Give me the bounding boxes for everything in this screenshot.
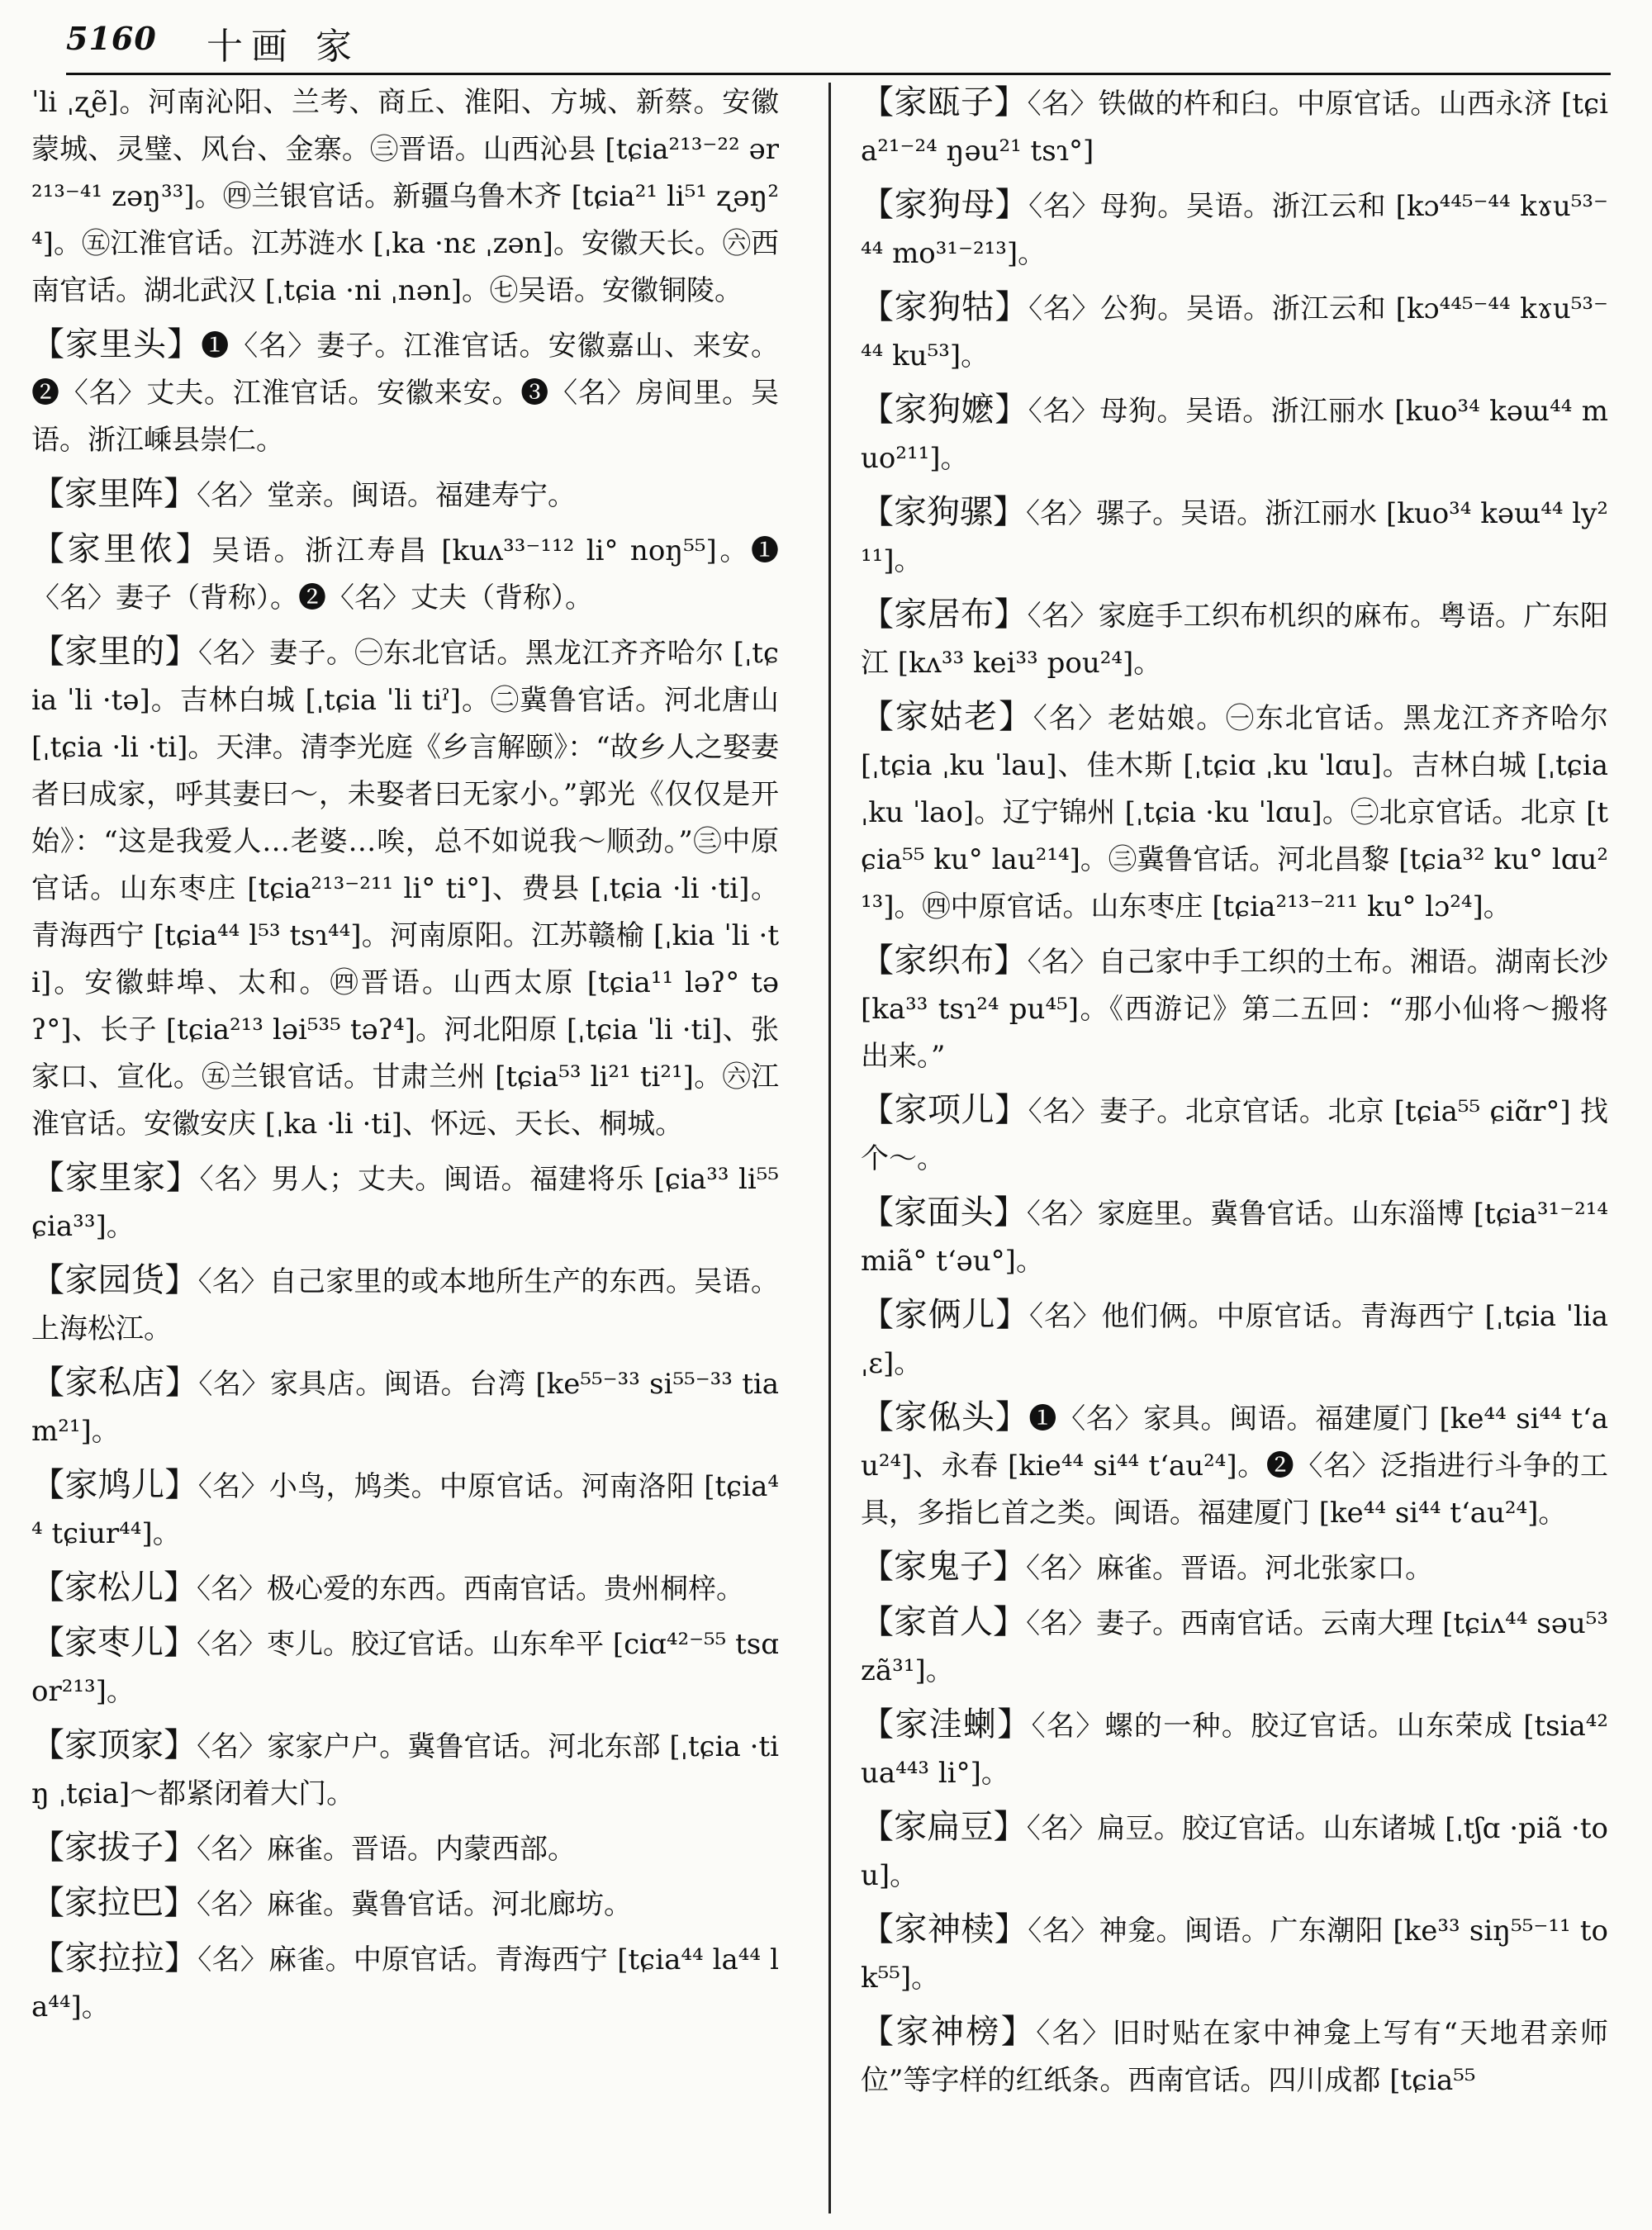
entry-headword: 【家鸠儿】 [31,1466,198,1504]
entry-definition: 〈名〉家具店。闽语。台湾 [ke⁵⁵⁻³³ si⁵⁵⁻³³ tiam²¹]。 [31,1368,779,1448]
dictionary-entry [861,1394,1608,1537]
dictionary-entry [861,1599,1608,1695]
entry-headword: 【家松儿】 [31,1568,197,1606]
entry-headword: 【家居布】 [861,595,1028,633]
dictionary-entry [861,489,1608,585]
dictionary-entry [31,1880,779,1929]
entry-definition: 〈名〉老姑娘。㊀东北官话。黑龙江齐齐哈尔 [ˌtɕia ˌku ˈlau]、佳木斯 [ˌtɕiɑ ˌku ˈlɑu]。吉林白城 [ˌtɕia ˌku ˈlao]。辽宁锦州 [ˌtɕia ·ku ˈlɑu]。㊁北京官话。北京 [tɕia⁵⁵ ku° lau²¹⁴]。㊂冀鲁官话。河北昌黎 [tɕia³² ku° lɑu²¹³]。㊃中原官话。山东枣庄 [tɕia²¹³⁻²¹¹ ku° lɔ²⁴]。 [861,702,1608,923]
dictionary-entry [31,629,779,1148]
entry-headword: 【家项儿】 [861,1091,1028,1129]
entry-definition: 〈名〉扁豆。胶辽官话。山东诸城 [ˌtʃɑ ·piã ·tou]。 [861,1812,1608,1892]
entry-headword: 【家俬头】 [861,1398,1029,1436]
entry-headword: 【家里侬】 [31,530,212,568]
entry-definition: ˈli ˌʐẽ]。河南沁阳、兰考、商丘、淮阳、方城、新蔡。安徽蒙城、灵璧、风台、金寨。㊂晋语。山西沁县 [tɕia²¹³⁻²² ər²¹³⁻⁴¹ zəŋ³³]。㊃兰银官话。新疆乌鲁木齐 [tɕia²¹ li⁵¹ ʐəŋ²⁴]。㊄江淮官话。江苏涟水 [ˌka ·nɛ ˌzən]。安徽天长。㊅西南官话。湖北武汉 [ˌtɕia ·ni ˌnən]。㊆吴语。安徽铜陵。 [31,86,779,307]
dictionary-entry [861,1189,1608,1285]
entry-headword: 【家里头】 [31,325,202,363]
entry-definition: 〈名〉他们俩。中原官话。青海西宁 [ˌtɕia ˈlia ˌɛ]。 [861,1300,1609,1380]
page-header [66,15,1611,75]
entry-definition: 〈名〉旧时贴在家中神龛上写有“天地君亲师位”等字样的红纸条。西南官话。四川成都 [tɕia⁵⁵ [861,2017,1608,2097]
entry-definition: 〈名〉骡子。吴语。浙江丽水 [kuo³⁴ kəɯ⁴⁴ ly²¹¹]。 [861,497,1609,577]
right-column [861,79,1608,2111]
dictionary-entry [31,471,779,520]
entry-headword: 【家园货】 [31,1261,198,1299]
dictionary-entry [31,1155,779,1250]
entry-definition: 吴语。浙江寿昌 [kuʌ³³⁻¹¹² li° noŋ⁵⁵]。❶〈名〉妻子（背称）。❷〈名〉丈夫（背称）。 [31,534,780,614]
entry-headword: 【家里的】 [31,633,198,671]
dictionary-entry [861,1906,1608,2002]
entry-definition: ❶〈名〉家具。闽语。福建厦门 [ke⁴⁴ si⁴⁴ t‘au²⁴]、永春 [kie⁴⁴ si⁴⁴ t‘au²⁴]。❷〈名〉泛指进行斗争的工具，多指匕首之类。闽语。福建厦门 [ke⁴⁴ si⁴⁴ t‘au²⁴]。 [861,1402,1609,1530]
entry-headword: 【家私店】 [31,1364,199,1402]
dictionary-entry [31,1564,779,1613]
entry-headword: 【家枣儿】 [31,1624,197,1662]
dictionary-entry [861,1292,1608,1388]
dictionary-entry [31,1257,779,1353]
dictionary-entry [861,387,1608,482]
left-column [31,79,779,2038]
dictionary-entry [861,694,1608,931]
dictionary-entry [861,2009,1608,2104]
entry-definition: 〈名〉妻子。北京官话。北京 [tɕia⁵⁵ ɕiɑ̃r°] 找个～。 [861,1095,1609,1175]
dictionary-entry [861,1701,1608,1797]
entry-headword: 【家织布】 [861,942,1028,980]
entry-headword: 【家鬼子】 [861,1548,1026,1586]
entry-definition: 〈名〉男人；丈夫。闽语。福建将乐 [ɕia³³ li⁵⁵ ɕia³³]。 [31,1163,779,1243]
entry-definition: 〈名〉枣儿。胶辽官话。山东牟平 [ciɑ⁴²⁻⁵⁵ tsɑor²¹³]。 [31,1628,780,1708]
entry-definition: 〈名〉家庭里。冀鲁官话。山东淄博 [tɕia³¹⁻²¹⁴ miã° t‘əu°]。 [861,1198,1608,1278]
entry-headword: 【家里家】 [31,1159,200,1197]
entry-definition: ❶〈名〉妻子。江淮官话。安徽嘉山、来安。❷〈名〉丈夫。江淮官话。安徽来安。❸〈名〉房间里。吴语。浙江嵊县崇仁。 [31,330,780,457]
dictionary-entry [31,1462,779,1558]
dictionary-entry [31,1722,779,1818]
entry-headword: 【家洼蝲】 [861,1706,1032,1744]
header-title: 十画 家 [206,26,360,68]
entry-headword: 【家俩儿】 [861,1296,1030,1334]
entry-definition: 〈名〉自己家中手工织的土布。湘语。湖南长沙 [ka³³ tsɿ²⁴ pu⁴⁵]。《西游记》第二五回：“那小仙将～搬将出来。” [861,946,1609,1073]
entry-definition: 〈名〉麻雀。冀鲁官话。河北廊坊。 [197,1888,632,1921]
entry-definition: 〈名〉麻雀。晋语。河北张家口。 [1026,1552,1433,1585]
entry-headword: 【家狗嬷】 [861,391,1028,429]
entry-headword: 【家顶家】 [31,1726,197,1764]
dictionary-entry [31,321,779,464]
dictionary-entry [861,79,1608,175]
entry-definition: 〈名〉麻雀。中原官话。青海西宁 [tɕia⁴⁴ la⁴⁴ la⁴⁴]。 [31,1943,780,2024]
dictionary-entry [31,1935,779,2031]
entry-headword: 【家神榜】 [861,2013,1037,2051]
entry-definition: 〈名〉家家户户。冀鲁官话。河北东部 [ˌtɕia ·tiŋ ˌtɕia]～都紧闭着大门。 [31,1730,780,1810]
entry-definition: 〈名〉神龛。闽语。广东潮阳 [ke³³ siŋ⁵⁵⁻¹¹ tok⁵⁵]。 [861,1914,1608,1995]
entry-definition: 〈名〉自己家里的或本地所生产的东西。吴语。上海松江。 [31,1265,780,1345]
entry-definition: 〈名〉妻子。西南官话。云南大理 [tɕiʌ⁴⁴ səu⁵³ zã³¹]。 [861,1607,1608,1687]
entry-definition: 〈名〉铁做的杵和臼。中原官话。山西永济 [tɕia²¹⁻²⁴ ŋəu²¹ tsɿ°] [861,88,1608,168]
entry-headword: 【家狗骡】 [861,493,1027,531]
page-number: 5160 [66,20,157,57]
entry-definition: 〈名〉堂亲。闽语。福建寿宁。 [197,479,576,512]
entry-headword: 【家首人】 [861,1603,1027,1641]
dictionary-entry [31,1620,779,1715]
dictionary-entry [861,284,1608,380]
dictionary-entry [31,1359,779,1455]
entry-definition: 〈名〉极心爱的东西。西南官话。贵州桐梓。 [197,1573,744,1606]
entry-definition: 〈名〉家庭手工织布机织的麻布。粤语。广东阳江 [kʌ³³ kei³³ pou²⁴]。 [861,600,1609,680]
entry-headword: 【家里阵】 [31,475,197,513]
entry-headword: 【家面头】 [861,1193,1027,1231]
dictionary-entry [861,1804,1608,1900]
entry-headword: 【家姑老】 [861,698,1033,736]
entry-headword: 【家神椟】 [861,1910,1028,1948]
entry-headword: 【家扁豆】 [861,1808,1027,1846]
entry-definition: 〈名〉妻子。㊀东北官话。黑龙江齐齐哈尔 [ˌtɕia ˈli ·tə]。吉林白城 [ˌtɕia ˈli tiˀ]。㊁冀鲁官话。河北唐山 [ˌtɕia ·li ·ti]。天津。清李光庭《乡言解颐》：“故乡人之娶妻者曰成家，呼其妻曰～，未娶者曰无家小。”郭光《仅仅是开始》：“这是我爱人…老婆…唉，总不如说我～顺劲。”㊂中原官话。山东枣庄 [tɕia²¹³⁻²¹¹ li° ti°]、费县 [ˌtɕia ·li ·ti]。青海西宁 [tɕia⁴⁴ l⁵³ tsɿ⁴⁴]。河南原阳。江苏赣榆 [ˌkia ˈli ·ti]。安徽蚌埠、太和。㊃晋语。山西太原 [tɕia¹¹ ləʔ° təʔ°]、长子 [tɕia²¹³ ləi⁵³⁵ təʔ⁴]。河北阳原 [ˌtɕia ˈli ·ti]、张家口、宣化。㊄兰银官话。甘肃兰州 [tɕia⁵³ li²¹ ti²¹]。㊅江淮官话。安徽安庆 [ˌka ·li ·ti]、怀远、天长、桐城。 [31,637,780,1141]
dictionary-entry [31,1824,779,1873]
dictionary-entry [31,79,779,315]
dictionary-entry [861,1087,1608,1183]
dictionary-entry [861,182,1608,278]
entry-definition: 〈名〉螺的一种。胶辽官话。山东荣成 [tsia⁴² ua⁴⁴³ li°]。 [861,1710,1609,1790]
entry-definition: 〈名〉小鸟，鸠类。中原官话。河南洛阳 [tɕia⁴⁴ tɕiur⁴⁴]。 [31,1470,779,1550]
entry-headword: 【家瓯子】 [861,83,1028,121]
entry-definition: 〈名〉母狗。吴语。浙江云和 [kɔ⁴⁴⁵⁻⁴⁴ kɤu⁵³⁻⁴⁴ mo³¹⁻²¹³]。 [861,190,1608,270]
entry-headword: 【家拔子】 [31,1829,197,1867]
entry-headword: 【家拉巴】 [31,1884,197,1922]
entry-definition: 〈名〉麻雀。晋语。内蒙西部。 [197,1833,576,1866]
entry-headword: 【家拉拉】 [31,1939,198,1977]
entry-headword: 【家狗母】 [861,186,1029,224]
column-divider [828,83,831,2213]
entry-definition: 〈名〉母狗。吴语。浙江丽水 [kuo³⁴ kəɯ⁴⁴ muo²¹¹]。 [861,395,1608,475]
entry-headword: 【家狗牯】 [861,288,1029,326]
dictionary-entry [861,591,1608,687]
dictionary-entry [31,526,779,622]
dictionary-entry [861,1544,1608,1592]
dictionary-entry [861,937,1608,1080]
entry-definition: 〈名〉公狗。吴语。浙江云和 [kɔ⁴⁴⁵⁻⁴⁴ kɤu⁵³⁻⁴⁴ ku⁵³]。 [861,292,1608,372]
